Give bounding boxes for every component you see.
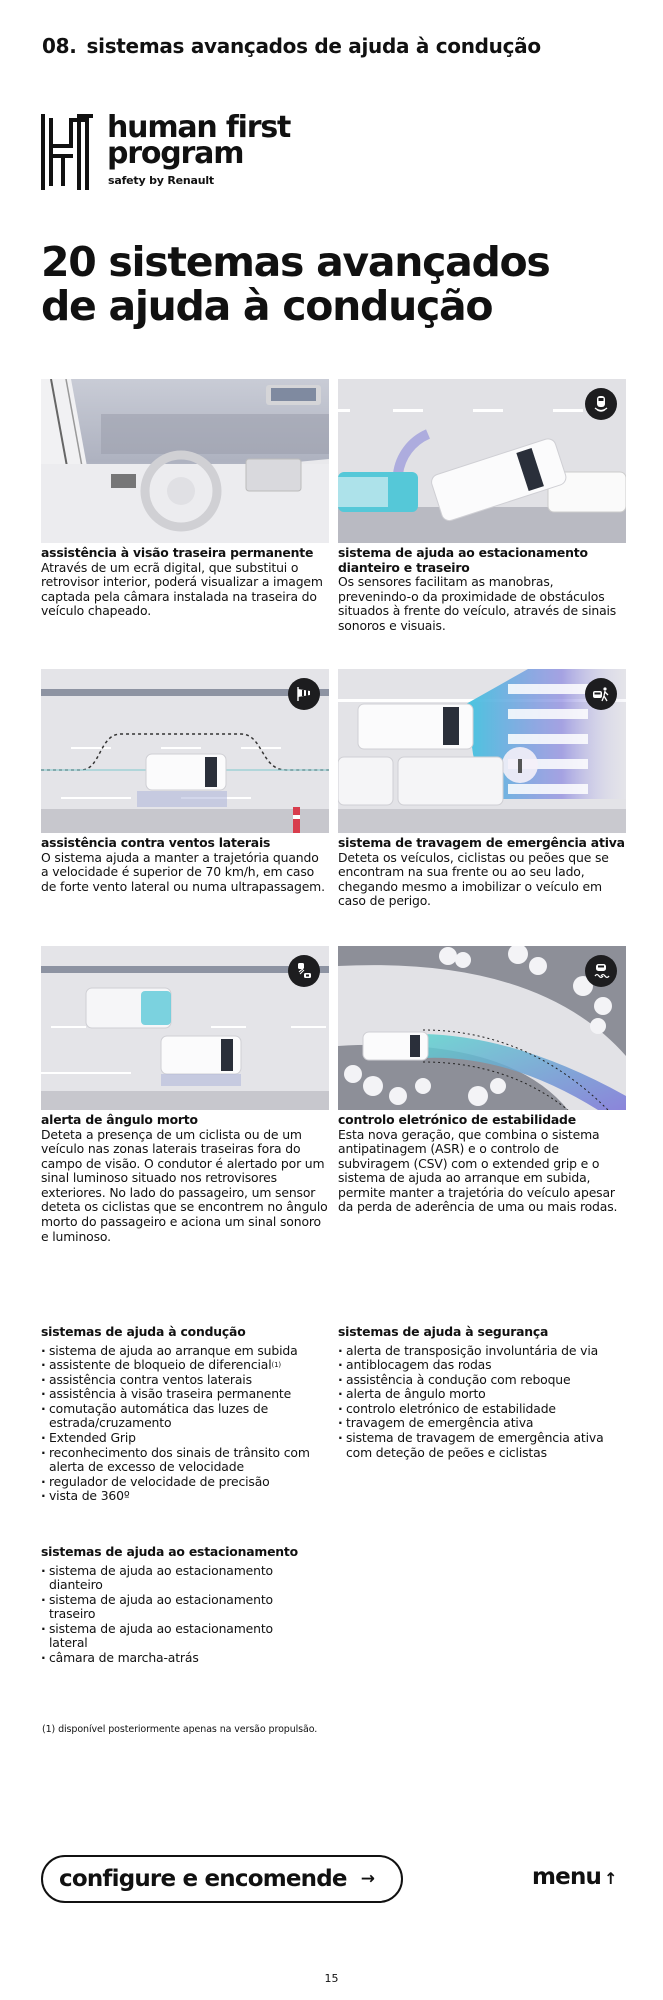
logo-text-line1: human first: [107, 110, 291, 145]
blind-spot-icon: [288, 955, 320, 987]
list-item: · reconhecimento dos sinais de trânsito com alerta de excesso de velocidade: [41, 1446, 331, 1475]
feature-card-crosswind-assist: [41, 669, 329, 894]
list-item: · sistema de ajuda ao estacionamento dianteiro: [41, 1564, 311, 1593]
list-item: · alerta de transposição involuntária de via: [338, 1344, 628, 1359]
feature-card-emergency-braking: [338, 669, 626, 909]
section-title: sistemas avançados de ajuda à condução: [86, 34, 541, 58]
list-item: · câmara de marcha-atrás: [41, 1651, 311, 1666]
menu-link[interactable]: [532, 1864, 617, 1890]
feature-title: sistema de ajuda ao estacionamento dianteiro e traseiro: [338, 545, 588, 575]
human-first-program-logo: [41, 110, 321, 190]
feature-description: Esta nova geração, que combina o sistema antipatinagem (ASR) e o controlo de subviragem (CSV) com o extended grip e o sistema de ajuda ao arranque em subida, permite manter a trajetória do veículo apesar da perda de aderência de uma ou mais rodas.: [338, 1126, 618, 1215]
feature-title: sistema de travagem de emergência ativa: [338, 835, 625, 850]
list-item: · antiblocagem das rodas: [338, 1358, 628, 1373]
feature-title: assistência contra ventos laterais: [41, 835, 271, 850]
list-item: · sistema de ajuda ao arranque em subida: [41, 1344, 331, 1359]
cta-label: configure e encomende: [59, 1866, 347, 1892]
page-title-line1: 20 sistemas avançados: [41, 238, 550, 286]
list-item: · assistência à visão traseira permanente: [41, 1387, 331, 1402]
feature-description: Os sensores facilitam as manobras, prevenindo-o da proximidade de obstáculos situados à frente do veículo, através de sinais sonoros e visuais.: [338, 574, 617, 633]
list-item: · alerta de ângulo morto: [338, 1387, 628, 1402]
list-item-text: assistente de bloqueio de diferencial: [49, 1357, 272, 1373]
crosswind-image: [41, 669, 329, 833]
page-title-line2: de ajuda à condução: [41, 282, 493, 330]
feature-title: alerta de ângulo morto: [41, 1112, 198, 1127]
menu-label: menu: [532, 1864, 602, 1890]
pedestrian-car-icon: [585, 678, 617, 710]
feature-title: controlo eletrónico de estabilidade: [338, 1112, 576, 1127]
list-item: · Extended Grip: [41, 1431, 331, 1446]
skid-car-icon: [585, 955, 617, 987]
list-heading: sistemas de ajuda à condução: [41, 1324, 246, 1339]
list-item: · assistência contra ventos laterais: [41, 1373, 331, 1388]
list-item: · sistema de travagem de emergência ativa com deteção de peões e ciclistas: [338, 1431, 628, 1460]
emergency-braking-image: [338, 669, 626, 833]
rear-view-image: [41, 379, 329, 543]
parking-image: [338, 379, 626, 543]
list-item: · vista de 360º: [41, 1489, 331, 1504]
logo-text-line2: program: [107, 136, 244, 171]
footnote-marker: (1): [271, 1361, 282, 1370]
section-number: 08.: [42, 34, 77, 58]
feature-card-rear-view: [41, 379, 329, 619]
list-item: [41, 1358, 331, 1373]
list-item: · comutação automática das luzes de estrada/cruzamento: [41, 1402, 331, 1431]
parking-systems-list: [41, 1545, 311, 1666]
feature-title: assistência à visão traseira permanente: [41, 545, 314, 560]
feature-card-parking-assist: [338, 379, 626, 633]
feature-description: Deteta a presença de um ciclista ou de um veículo nas zonas laterais traseiras fora do campo de visão. O condutor é alertado por um sinal luminoso situado nos retrovisores exteriores. No lado do passageiro, um sensor deteta os ciclistas que se encontrem no ângulo morto do passageiro e aciona um sinal sonoro e luminoso.: [41, 1126, 328, 1244]
list-item: · sistema de ajuda ao estacionamento traseiro: [41, 1593, 311, 1622]
feature-card-blind-spot: [41, 946, 329, 1244]
feature-description: O sistema ajuda a manter a trajetória quando a velocidade é superior de 70 km/h, em caso de forte vento lateral ou numa ultrapassagem.: [41, 849, 325, 894]
stability-control-image: [338, 946, 626, 1110]
feature-card-stability-control: [338, 946, 626, 1215]
arrow-right-icon: →: [360, 1869, 375, 1889]
h1-logo-mark-icon: [41, 114, 101, 190]
safety-systems-list: [338, 1325, 628, 1460]
list-item: · controlo eletrónico de estabilidade: [338, 1402, 628, 1417]
feature-description: Deteta os veículos, ciclistas ou peões que se encontram na sua frente ou ao seu lado, chegando mesmo a imobilizar o veículo em caso de perigo.: [338, 849, 609, 909]
page-title: [41, 240, 550, 328]
windsock-icon: [288, 678, 320, 710]
list-heading: sistemas de ajuda à segurança: [338, 1324, 549, 1339]
list-heading: sistemas de ajuda ao estacionamento: [41, 1544, 298, 1559]
driving-systems-list: [41, 1325, 331, 1504]
parking-sensor-icon: [585, 388, 617, 420]
configure-and-order-button[interactable]: [41, 1855, 403, 1903]
list-item: · travagem de emergência ativa: [338, 1416, 628, 1431]
list-item: · regulador de velocidade de precisão: [41, 1475, 331, 1490]
list-item: · sistema de ajuda ao estacionamento lateral: [41, 1622, 311, 1651]
feature-description: Através de um ecrã digital, que substitui o retrovisor interior, poderá visualizar a imagem captada pela câmara instalada na traseira do veículo chapeado.: [41, 559, 323, 619]
section-heading: [42, 34, 541, 58]
blind-spot-image: [41, 946, 329, 1110]
arrow-up-icon: ↑: [604, 1869, 617, 1888]
list-item: · assistência à condução com reboque: [338, 1373, 628, 1388]
logo-tagline: safety by Renault: [108, 174, 214, 187]
page-number: 15: [324, 1972, 339, 1985]
footnote: (1) disponível posteriormente apenas na versão propulsão.: [42, 1724, 318, 1735]
